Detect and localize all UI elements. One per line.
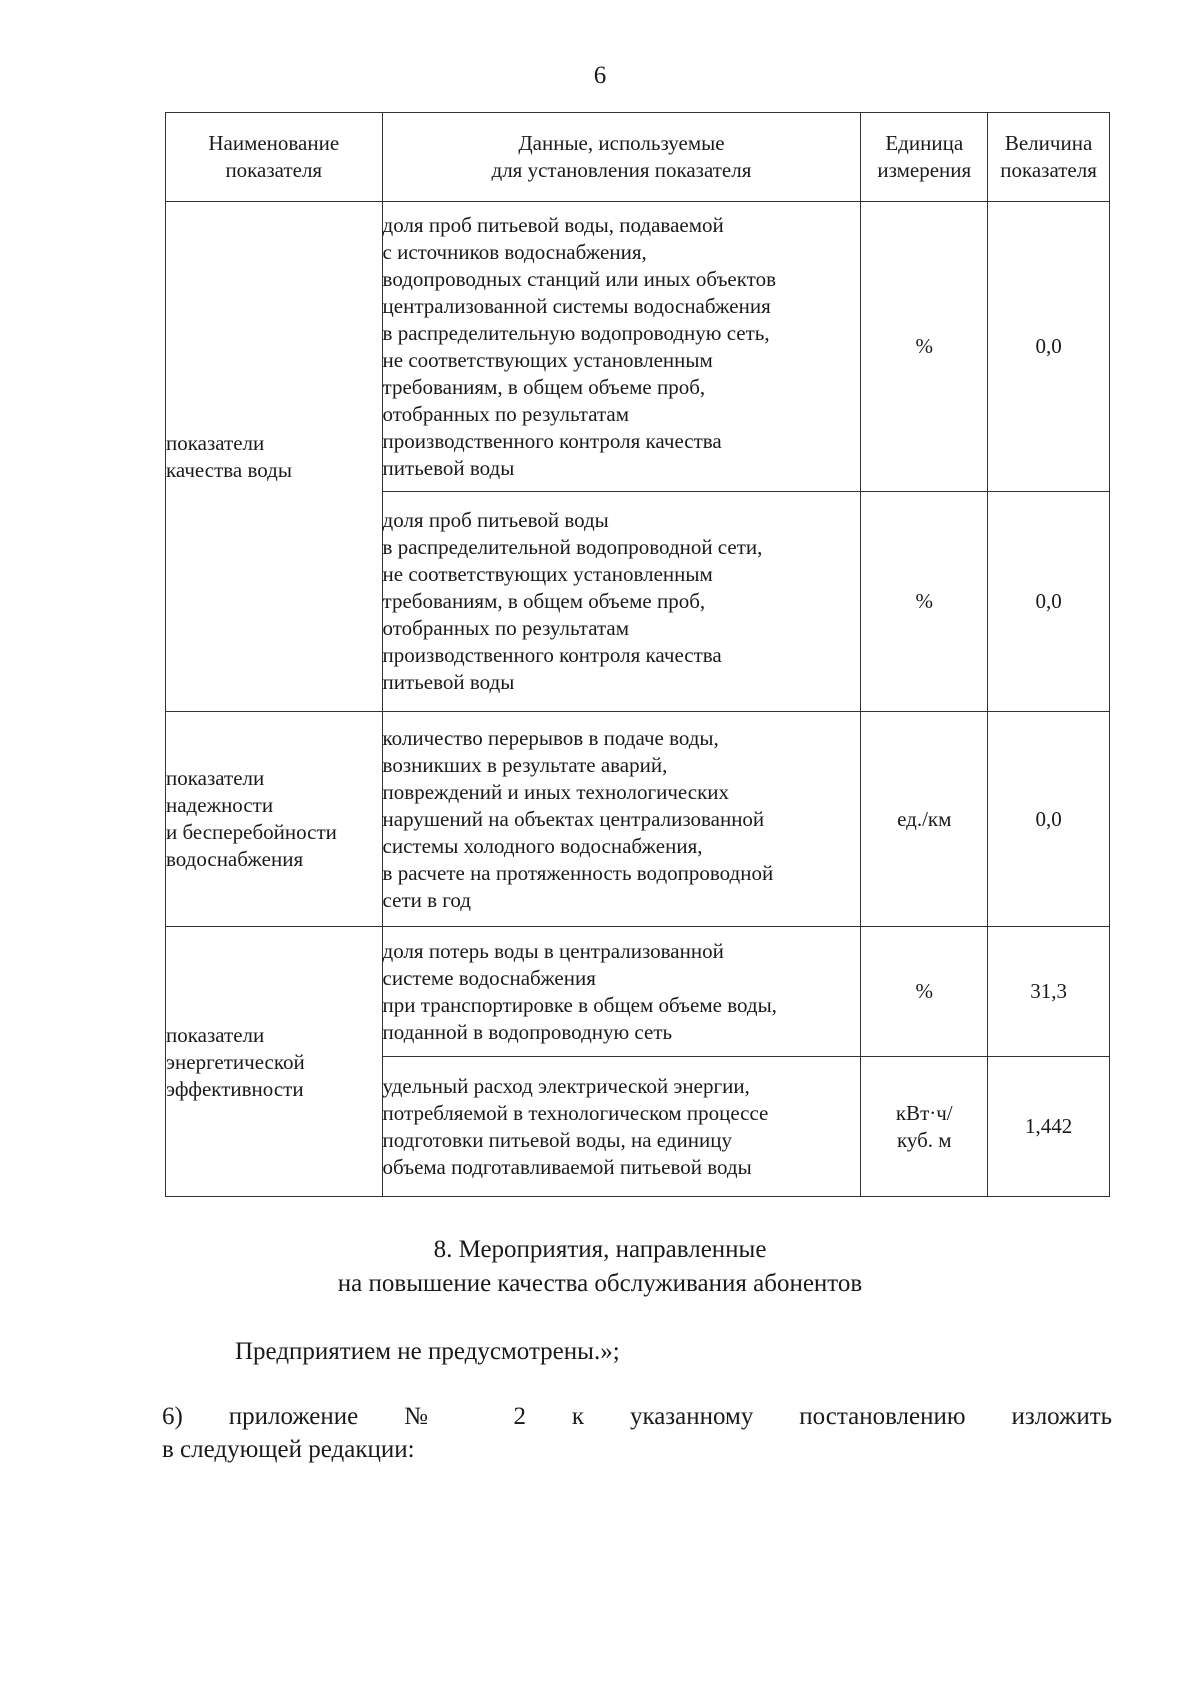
header-name: Наименование показателя <box>166 113 383 202</box>
indicator-value: 31,3 <box>988 927 1110 1057</box>
indicator-group-name: показатели надежности и бесперебойности водоснабжения <box>166 712 383 927</box>
indicator-data: количество перерывов в подаче воды, возникших в результате аварий, повреждений и иных технологических нарушений на объектах централизованной системы холодного водоснабжения, в расчете на протяженность водопроводной сети в год <box>382 712 861 927</box>
table-header-row <box>166 113 1110 202</box>
indicator-group-name: показатели энергетической эффективности <box>166 927 383 1197</box>
header-data: Данные, используемые для установления показателя <box>382 113 861 202</box>
indicator-data: доля проб питьевой воды в распределительной водопроводной сети, не соответствующих установленным требованиям, в общем объеме проб, отобранных по результатам производственного контроля качества питьевой воды <box>382 492 861 712</box>
indicators-table <box>165 112 1110 1197</box>
header-value: Величина показателя <box>988 113 1110 202</box>
indicator-unit: кВт·ч/ куб. м <box>861 1057 988 1197</box>
table-row <box>166 712 1110 927</box>
page-number: 6 <box>593 62 607 89</box>
indicator-group-name: показатели качества воды <box>166 202 383 712</box>
indicator-value: 0,0 <box>988 492 1110 712</box>
header-unit: Единица измерения <box>861 113 988 202</box>
indicator-unit: ед./км <box>861 712 988 927</box>
indicator-value: 1,442 <box>988 1057 1110 1197</box>
indicator-unit: % <box>861 202 988 492</box>
indicator-value: 0,0 <box>988 712 1110 927</box>
indicator-unit: % <box>861 927 988 1057</box>
indicator-data: доля проб питьевой воды, подаваемой с источников водоснабжения, водопроводных станций или иных объектов централизованной системы водоснабжения в распределительную водопроводную сеть, не соответствующих установленным требованиям, в общем объеме проб, отобранных по результатам производственного контроля качества питьевой воды <box>382 202 861 492</box>
paragraph-appendix-continued: в следующей редакции: <box>162 1436 415 1463</box>
paragraph-appendix: 6) приложение № 2 к указанному постановлению изложить <box>162 1403 1113 1430</box>
indicator-data: доля потерь воды в централизованной системе водоснабжения при транспортировке в общем объеме воды, поданной в водопроводную сеть <box>382 927 861 1057</box>
paragraph-not-provided: Предприятием не предусмотрены.»; <box>235 1338 620 1365</box>
indicator-unit: % <box>861 492 988 712</box>
table-body <box>166 202 1110 1197</box>
section-title: 8. Мероприятия, направленные на повышение качества обслуживания абонентов <box>337 1236 863 1297</box>
table-row <box>166 927 1110 1057</box>
table-row <box>166 202 1110 492</box>
indicator-value: 0,0 <box>988 202 1110 492</box>
indicator-data: удельный расход электрической энергии, потребляемой в технологическом процессе подготовки питьевой воды, на единицу объема подготавливаемой питьевой воды <box>382 1057 861 1197</box>
